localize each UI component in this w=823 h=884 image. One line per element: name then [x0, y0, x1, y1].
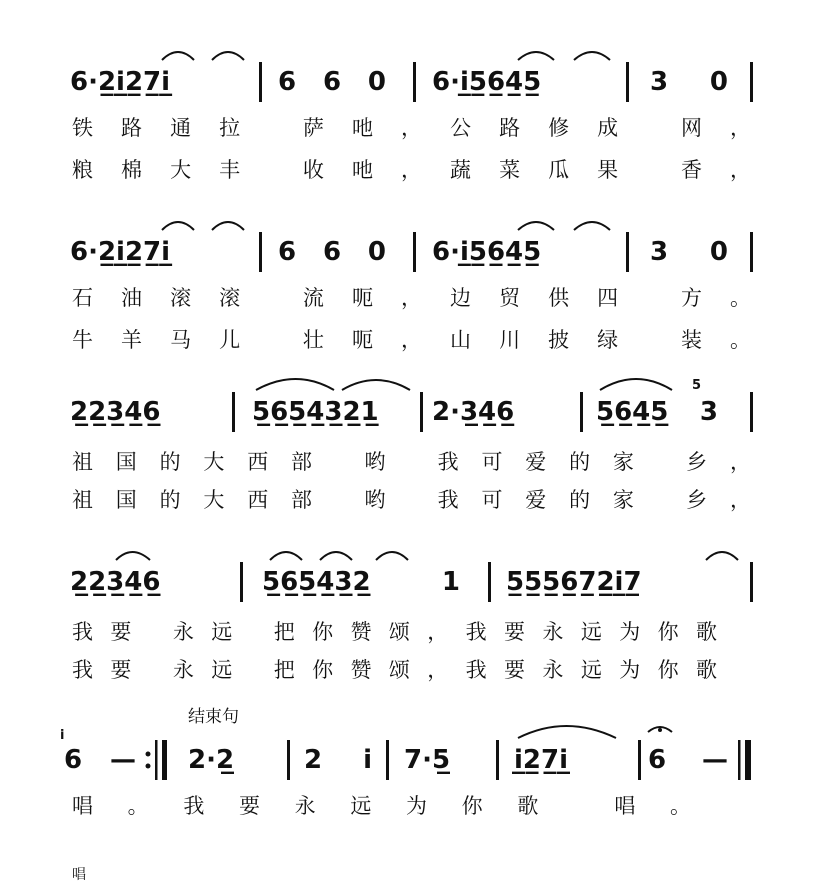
- barline: [750, 62, 753, 102]
- measure-5-1: 6 —: [64, 745, 136, 775]
- measure-3-3: 2·3̲4̲6̲: [432, 397, 515, 427]
- barline: [626, 62, 629, 102]
- measure-5-4: 7·5̲: [404, 745, 451, 775]
- notation-row-3: [0, 378, 823, 432]
- lyric-line-5-1: 唱。我要永远为你歌 唱。: [72, 794, 692, 818]
- barline: [232, 392, 235, 432]
- cut-off-lyric: 唱: [72, 867, 86, 883]
- measure-1-1: 6·2̲i̲2̲7̲i̲: [70, 67, 171, 97]
- barline: [580, 392, 583, 432]
- barline: [259, 232, 262, 272]
- lyric-line-4-1: 我要 永远 把你赞颂，我要永远为你歌: [72, 620, 718, 644]
- barline: [287, 740, 290, 780]
- measure-4-2: 5̲6̲5̲4̲3̲2̲ 1: [262, 567, 460, 597]
- measure-2-4: 3 0: [650, 237, 728, 267]
- lyric-line-2-1: 石油滚滚 流呃，边贸供四 方。: [72, 286, 752, 310]
- grace-note: 5: [692, 378, 702, 393]
- notation-row-4: [0, 562, 823, 602]
- measure-5-2: 2·2̲: [188, 745, 235, 775]
- lyric-line-4-2: 我要 永远 把你赞颂，我要永远为你歌: [72, 658, 718, 682]
- barline: [750, 562, 753, 602]
- barline: [750, 232, 753, 272]
- notation-row-5: [0, 728, 823, 780]
- barline: [638, 740, 641, 780]
- lyric-line-3-2: 祖国的大西部 哟 我可爱的家 乡，: [72, 488, 752, 512]
- measure-2-3: 6·i̲5̲6̲4̲5̲: [432, 237, 542, 267]
- barline: [420, 392, 423, 432]
- lyric-line-1-1: 铁路通拉 萨吔，公路修成 网，: [72, 116, 752, 140]
- barline: [626, 232, 629, 272]
- measure-1-2: 6 6 0: [278, 67, 386, 97]
- measure-3-2: 5̲6̲5̲4̲3̲2̲1̲: [252, 397, 379, 427]
- barline: [386, 740, 389, 780]
- measure-5-3: 2 i: [304, 745, 372, 775]
- lyric-line-3-1: 祖国的大西部 哟 我可爱的家 乡，: [72, 450, 752, 474]
- lyric-line-1-2: 粮棉大丰 收吔，蔬菜瓜果 香，: [72, 158, 752, 182]
- measure-4-1: 2̲2̲3̲4̲6̲: [70, 567, 161, 597]
- ending-section-label: 结束句: [188, 707, 239, 727]
- barline: [413, 62, 416, 102]
- notation-row-2: [0, 232, 823, 272]
- measure-5-6: 6 —: [648, 745, 728, 775]
- lyric-line-2-2: 牛羊马儿 壮呃，山川披绿 装。: [72, 328, 752, 352]
- barline: [496, 740, 499, 780]
- barline: [488, 562, 491, 602]
- barline: [259, 62, 262, 102]
- measure-2-2: 6 6 0: [278, 237, 386, 267]
- measure-1-3: 6·i̲5̲6̲4̲5̲: [432, 67, 542, 97]
- measure-3-1: 2̲2̲3̲4̲6̲: [70, 397, 161, 427]
- barline: [413, 232, 416, 272]
- measure-3-4: 5̲6̲4̲5̲ 3: [596, 397, 718, 427]
- barline: [750, 392, 753, 432]
- measure-1-4: 3 0: [650, 67, 728, 97]
- notation-row-1: [0, 62, 823, 102]
- measure-2-1: 6·2̲i̲2̲7̲i̲: [70, 237, 171, 267]
- grace-note: i: [60, 728, 65, 743]
- measure-4-3: 5̲5̲5̲6̲7̲2̲i̲7̲: [506, 567, 642, 597]
- measure-5-5: i̲2̲7̲i̲: [514, 745, 569, 775]
- barline: [240, 562, 243, 602]
